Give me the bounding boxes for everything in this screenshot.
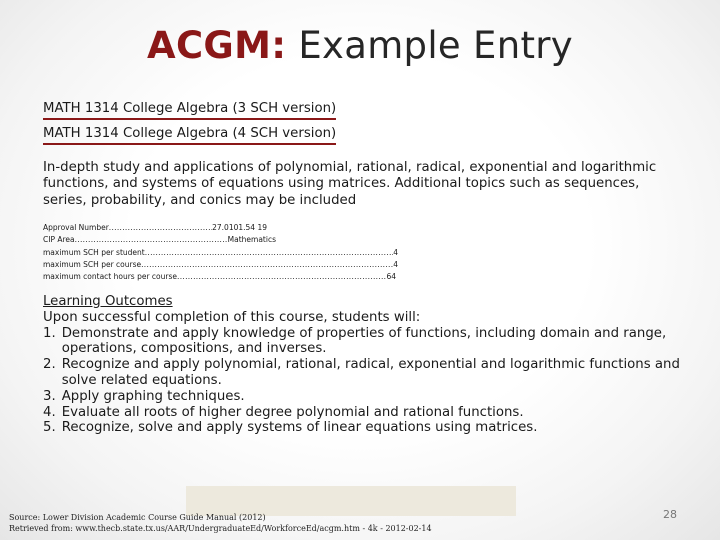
outcome-number: 5. <box>43 420 56 436</box>
detail-row-max-sch-course <box>43 259 398 271</box>
outcome-number: 3. <box>43 388 56 404</box>
outcome-text: Apply graphing techniques. <box>61 388 245 404</box>
leader-dots <box>177 271 386 283</box>
detail-row-max-contact-hours <box>43 271 396 283</box>
course-titles <box>43 97 336 147</box>
outcome-number: 4. <box>43 404 56 420</box>
detail-value: 4 <box>393 247 398 257</box>
outcome-item <box>43 405 703 421</box>
detail-value: Mathematics <box>227 235 276 245</box>
leader-dots <box>145 247 394 259</box>
outcome-text: Recognize and apply polynomial, rational, radical, exponential and logarithmic functions and solve related equations. <box>61 357 680 388</box>
footer-shaded-box <box>186 486 516 516</box>
leader-dots <box>141 259 393 271</box>
outcome-item <box>43 326 703 358</box>
source-line: Source: Lower Division Academic Course Guide Manual (2012) <box>9 513 266 522</box>
outcomes-intro: Upon successful completion of this course, students will: <box>43 309 421 325</box>
detail-value: 64 <box>386 272 396 282</box>
outcome-number: 1. <box>43 325 56 341</box>
detail-label: maximum SCH per course <box>43 259 142 269</box>
outcome-item <box>43 357 703 389</box>
detail-label: maximum SCH per student <box>43 247 145 257</box>
slide-title <box>0 24 720 67</box>
learning-outcomes <box>43 294 703 436</box>
outcomes-heading: Learning Outcomes <box>43 294 173 309</box>
detail-label: maximum contact hours per course <box>43 272 178 282</box>
outcome-text: Evaluate all roots of higher degree polynomial and rational functions. <box>61 404 524 420</box>
detail-label: Approval Number <box>43 223 109 232</box>
course-description: In-depth study and applications of polynomial, rational, radical, exponential and logarithmic functions, and systems of equations using matrices. Additional topics such as sequences, series, probability, and conics may be included <box>43 160 657 208</box>
outcome-text: Demonstrate and apply knowledge of properties of functions, including domain and range, operations, compositions, and inverses. <box>61 325 667 357</box>
outcome-item <box>43 420 703 436</box>
detail-label: CIP Area <box>43 235 75 245</box>
detail-row-max-sch-student <box>43 247 398 259</box>
detail-value: 27.0101.54 19 <box>212 223 267 232</box>
detail-row-cip-area <box>43 234 276 246</box>
course-details <box>43 222 398 283</box>
leader-dots <box>109 222 212 234</box>
page-number: 28 <box>663 508 677 521</box>
outcome-item <box>43 389 703 405</box>
course-title-4sch: MATH 1314 College Algebra (4 SCH version) <box>43 125 336 145</box>
leader-dots <box>75 234 228 246</box>
title-rest: Example Entry <box>286 24 573 67</box>
detail-value: 4 <box>393 259 398 269</box>
outcome-number: 2. <box>43 357 56 373</box>
title-accent: ACGM: <box>147 24 287 67</box>
source-citation <box>9 513 432 534</box>
detail-row-approval-number <box>43 222 267 234</box>
course-title-3sch: MATH 1314 College Algebra (3 SCH version) <box>43 100 336 120</box>
retrieved-from-line: Retrieved from: www.thecb.state.tx.us/AAR/UndergraduateEd/WorkforceEd/acgm.htm - 4k - 2012-02-14 <box>9 523 432 533</box>
outcome-text: Recognize, solve and apply systems of linear equations using matrices. <box>61 420 538 436</box>
